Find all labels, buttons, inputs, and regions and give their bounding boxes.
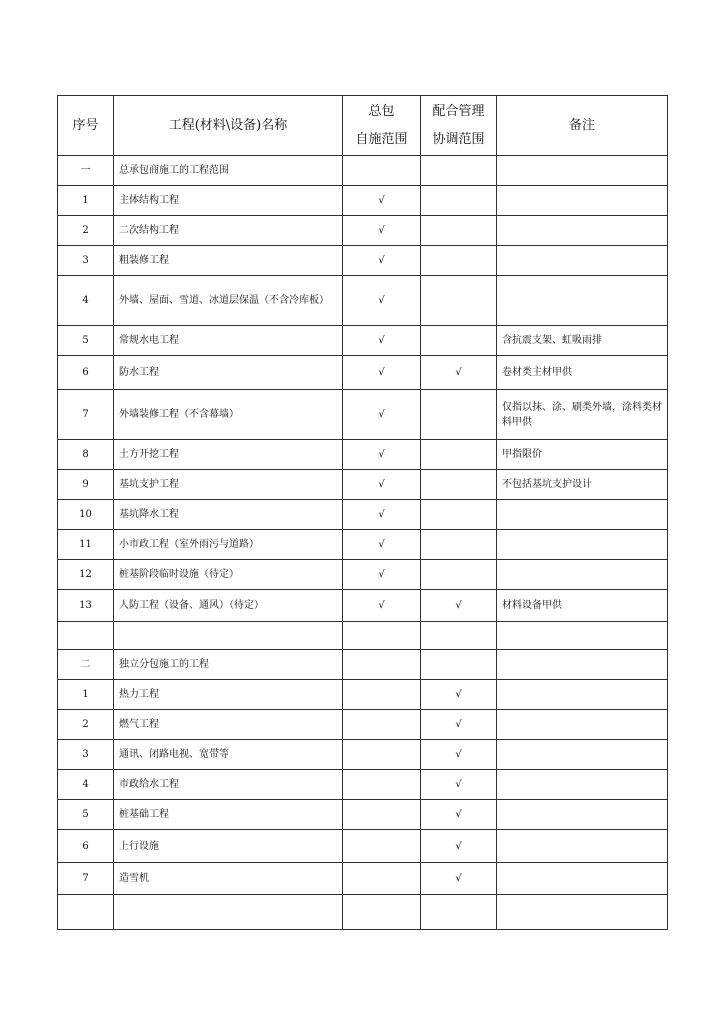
row-self-scope: √: [343, 246, 421, 276]
header-self-line1: 总包: [368, 103, 395, 119]
row-self-scope: [343, 622, 421, 650]
table-row: [58, 440, 668, 470]
row-coord-scope: [421, 440, 497, 470]
table-row: [58, 186, 668, 216]
table-row: [58, 246, 668, 276]
header-note: 备注: [497, 96, 668, 156]
row-name: [114, 622, 343, 650]
header-self-line2: 自施范围: [355, 131, 408, 147]
row-coord-scope: √: [421, 863, 497, 895]
row-name: 热力工程: [114, 680, 343, 710]
row-note: 不包括基坑支护设计: [497, 470, 668, 500]
row-note: [497, 622, 668, 650]
row-coord-scope: √: [421, 770, 497, 800]
row-self-scope: [343, 830, 421, 863]
row-coord-scope: [421, 276, 497, 326]
row-self-scope: √: [343, 356, 421, 390]
row-note: [497, 530, 668, 560]
row-number: 5: [58, 326, 114, 356]
table-row: [58, 622, 668, 650]
row-self-scope: [343, 770, 421, 800]
table-row: [58, 895, 668, 930]
row-self-scope: √: [343, 326, 421, 356]
row-coord-scope: [421, 326, 497, 356]
table-row: [58, 770, 668, 800]
header-coord-scope: [421, 96, 497, 156]
table-row: [58, 500, 668, 530]
row-self-scope: √: [343, 186, 421, 216]
row-coord-scope: [421, 622, 497, 650]
row-name: 基坑支护工程: [114, 470, 343, 500]
row-self-scope: √: [343, 276, 421, 326]
row-number: 4: [58, 276, 114, 326]
row-note: [497, 740, 668, 770]
row-self-scope: √: [343, 390, 421, 440]
row-self-scope: [343, 863, 421, 895]
row-note: [497, 680, 668, 710]
table-row: [58, 560, 668, 590]
row-self-scope: [343, 680, 421, 710]
table-row: [58, 156, 668, 186]
row-name: 防水工程: [114, 356, 343, 390]
row-note: [497, 246, 668, 276]
row-number: 5: [58, 800, 114, 830]
row-name: 粗装修工程: [114, 246, 343, 276]
row-name: 小市政工程（室外雨污与道路）: [114, 530, 343, 560]
row-note: [497, 863, 668, 895]
row-number: 8: [58, 440, 114, 470]
row-coord-scope: √: [421, 356, 497, 390]
row-number: 2: [58, 710, 114, 740]
row-self-scope: [343, 800, 421, 830]
row-name: 土方开挖工程: [114, 440, 343, 470]
row-coord-scope: [421, 216, 497, 246]
row-self-scope: √: [343, 216, 421, 246]
row-number: 3: [58, 740, 114, 770]
row-coord-scope: [421, 156, 497, 186]
table-row: [58, 830, 668, 863]
table-row: [58, 590, 668, 622]
row-self-scope: √: [343, 560, 421, 590]
row-note: [497, 186, 668, 216]
row-name: 主体结构工程: [114, 186, 343, 216]
row-number: 二: [58, 650, 114, 680]
row-note: [497, 560, 668, 590]
row-number: 2: [58, 216, 114, 246]
row-number: 6: [58, 830, 114, 863]
row-name: 常规水电工程: [114, 326, 343, 356]
table-row: [58, 276, 668, 326]
row-self-scope: [343, 156, 421, 186]
table-row: [58, 863, 668, 895]
header-no: 序号: [58, 96, 114, 156]
row-number: 7: [58, 390, 114, 440]
row-self-scope: √: [343, 530, 421, 560]
row-number: [58, 622, 114, 650]
row-coord-scope: [421, 500, 497, 530]
table-row: [58, 470, 668, 500]
row-name: 人防工程（设备、通风）（待定）: [114, 590, 343, 622]
table-row: [58, 530, 668, 560]
row-name: 上行设施: [114, 830, 343, 863]
row-number: 1: [58, 186, 114, 216]
row-coord-scope: √: [421, 710, 497, 740]
row-coord-scope: √: [421, 680, 497, 710]
row-coord-scope: [421, 246, 497, 276]
row-coord-scope: [421, 390, 497, 440]
header-self-scope: [343, 96, 421, 156]
row-name: 基坑降水工程: [114, 500, 343, 530]
table-row: [58, 680, 668, 710]
row-coord-scope: [421, 650, 497, 680]
row-number: 一: [58, 156, 114, 186]
row-coord-scope: √: [421, 740, 497, 770]
table-row: [58, 216, 668, 246]
row-number: 6: [58, 356, 114, 390]
row-note: [497, 830, 668, 863]
row-note: [497, 710, 668, 740]
row-coord-scope: √: [421, 830, 497, 863]
row-number: 7: [58, 863, 114, 895]
row-number: 11: [58, 530, 114, 560]
table-row: [58, 356, 668, 390]
row-number: 3: [58, 246, 114, 276]
row-coord-scope: [421, 470, 497, 500]
row-note: 材料设备甲供: [497, 590, 668, 622]
row-note: [497, 216, 668, 246]
row-name: 二次结构工程: [114, 216, 343, 246]
table-row: [58, 326, 668, 356]
row-self-scope: [343, 895, 421, 930]
row-name: 造雪机: [114, 863, 343, 895]
table-row: [58, 800, 668, 830]
row-coord-scope: [421, 560, 497, 590]
row-note: [497, 276, 668, 326]
row-note: 仅指以抹、涂、刷类外墙，涂料类材料甲供: [497, 390, 668, 440]
row-name: 独立分包施工的工程: [114, 650, 343, 680]
row-coord-scope: √: [421, 590, 497, 622]
row-self-scope: √: [343, 470, 421, 500]
row-number: 13: [58, 590, 114, 622]
row-note: [497, 650, 668, 680]
row-note: [497, 156, 668, 186]
scope-table: [57, 95, 668, 930]
row-number: 1: [58, 680, 114, 710]
row-coord-scope: [421, 186, 497, 216]
row-number: 9: [58, 470, 114, 500]
row-self-scope: √: [343, 500, 421, 530]
row-note: [497, 800, 668, 830]
table-row: [58, 740, 668, 770]
table-row: [58, 390, 668, 440]
row-self-scope: [343, 740, 421, 770]
row-self-scope: √: [343, 440, 421, 470]
row-note: 甲指限价: [497, 440, 668, 470]
table-row: [58, 710, 668, 740]
header-name: 工程(材料\设备)名称: [114, 96, 343, 156]
row-number: 10: [58, 500, 114, 530]
header-coord-line1: 配合管理: [432, 103, 485, 119]
row-name: 外墙装修工程（不含幕墙）: [114, 390, 343, 440]
row-coord-scope: [421, 895, 497, 930]
row-self-scope: √: [343, 590, 421, 622]
row-note: [497, 770, 668, 800]
row-name: [114, 895, 343, 930]
row-coord-scope: √: [421, 800, 497, 830]
row-note: 卷材类主材甲供: [497, 356, 668, 390]
row-coord-scope: [421, 530, 497, 560]
table-row: [58, 650, 668, 680]
row-note: [497, 500, 668, 530]
row-name: 总承包商施工的工程范围: [114, 156, 343, 186]
row-note: 含抗震支架、虹吸雨排: [497, 326, 668, 356]
row-self-scope: [343, 710, 421, 740]
row-number: 12: [58, 560, 114, 590]
row-number: [58, 895, 114, 930]
header-coord-line2: 协调范围: [432, 131, 485, 147]
row-number: 4: [58, 770, 114, 800]
row-self-scope: [343, 650, 421, 680]
row-name: 桩基阶段临时设施（待定）: [114, 560, 343, 590]
row-name: 外墙、屋面、雪道、冰道层保温（不含冷库板）: [114, 276, 343, 326]
row-name: 市政给水工程: [114, 770, 343, 800]
header-row: [58, 96, 668, 156]
row-name: 燃气工程: [114, 710, 343, 740]
row-note: [497, 895, 668, 930]
row-name: 桩基础工程: [114, 800, 343, 830]
row-name: 通讯、闭路电视、宽带等: [114, 740, 343, 770]
